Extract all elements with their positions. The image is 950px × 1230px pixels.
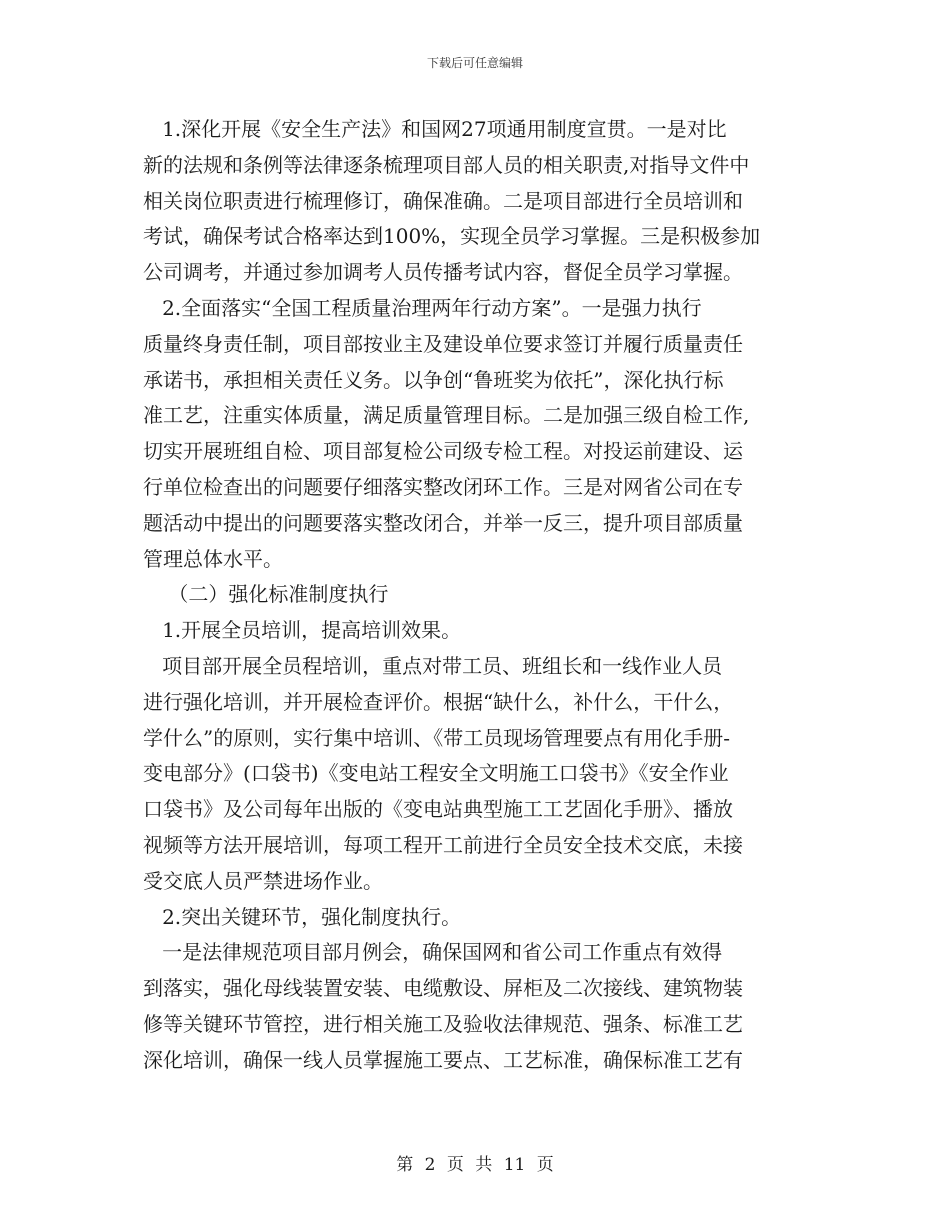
text-line: 修等关键环节管控，进行相关施工及验收法律规范、强条、标准工艺 [143, 1011, 743, 1036]
text-line: 行单位检查出的问题要仔细落实整改闭环工作。三是对网省公司在专 [143, 474, 743, 499]
text-line: 一是法律规范项目部月例会，确保国网和省公司工作重点有效得 [143, 940, 723, 965]
text-line: 口袋书》及公司每年出版的《变电站典型施工工艺固化手册》、播放 [143, 797, 733, 822]
subsection-heading: 1.开展全员培训，提高培训效果。 [143, 618, 462, 643]
subsection-heading: 2.突出关键环节，强化制度执行。 [143, 904, 462, 929]
text-line: 视频等方法开展培训，每项工程开工前进行全员安全技术交底，未接 [143, 832, 743, 857]
text-line: 变电部分》(口袋书)《变电站工程安全文明施工口袋书》《安全作业 [143, 761, 729, 786]
text-line: 准工艺，注重实体质量，满足质量管理目标。二是加强三级自检工作, [143, 403, 750, 428]
text-line: 承诺书，承担相关责任义务。以争创“鲁班奖为依托”，深化执行标 [143, 367, 724, 392]
text-line: 考试，确保考试合格率达到100%，实现全员学习掌握。三是积极参加 [143, 224, 761, 249]
page-footer: 第 2 页 共 11 页 [396, 1155, 554, 1175]
text-line: 相关岗位职责进行梳理修订，确保准确。二是项目部进行全员培训和 [143, 188, 743, 213]
text-line: 2.全面落实“全国工程质量治理两年行动方案”。一是强力执行 [143, 295, 702, 320]
text-line: 到落实，强化母线装置安装、电缆敷设、屏柜及二次接线、建筑物装 [143, 976, 743, 1001]
text-line: 受交底人员严禁进场作业。 [143, 868, 383, 893]
text-line: 1.深化开展《安全生产法》和国网27项通用制度宣贯。一是对比 [143, 117, 727, 141]
text-line: 题活动中提出的问题要落实整改闭合，并举一反三，提升项目部质量 [143, 510, 743, 535]
document-body [143, 112, 813, 1079]
text-line: 深化培训，确保一线人员掌握施工要点、工艺标准，确保标准工艺有 [143, 1047, 743, 1072]
text-line: 进行强化培训，并开展检查评价。根据“缺什么，补什么，干什么， [143, 689, 734, 714]
text-line: 学什么”的原则，实行集中培训、《带工员现场管理要点有用化手册- [143, 725, 730, 750]
page-header: 下载后可任意编辑 [426, 56, 523, 70]
text-line: 质量终身责任制，项目部按业主及建设单位要求签订并履行质量责任 [143, 331, 743, 356]
text-line: 项目部开展全员程培训，重点对带工员、班组长和一线作业人员 [143, 653, 723, 678]
text-line: 公司调考，并通过参加调考人员传播考试内容，督促全员学习掌握。 [143, 260, 743, 285]
text-line: 管理总体水平。 [143, 546, 283, 571]
section-heading: （二）强化标准制度执行 [143, 582, 389, 607]
text-line: 切实开展班组自检、项目部复检公司级专检工程。对投运前建设、运 [143, 439, 743, 464]
text-line: 新的法规和条例等法律逐条梳理项目部人员的相关职责,对指导文件中 [143, 152, 750, 177]
